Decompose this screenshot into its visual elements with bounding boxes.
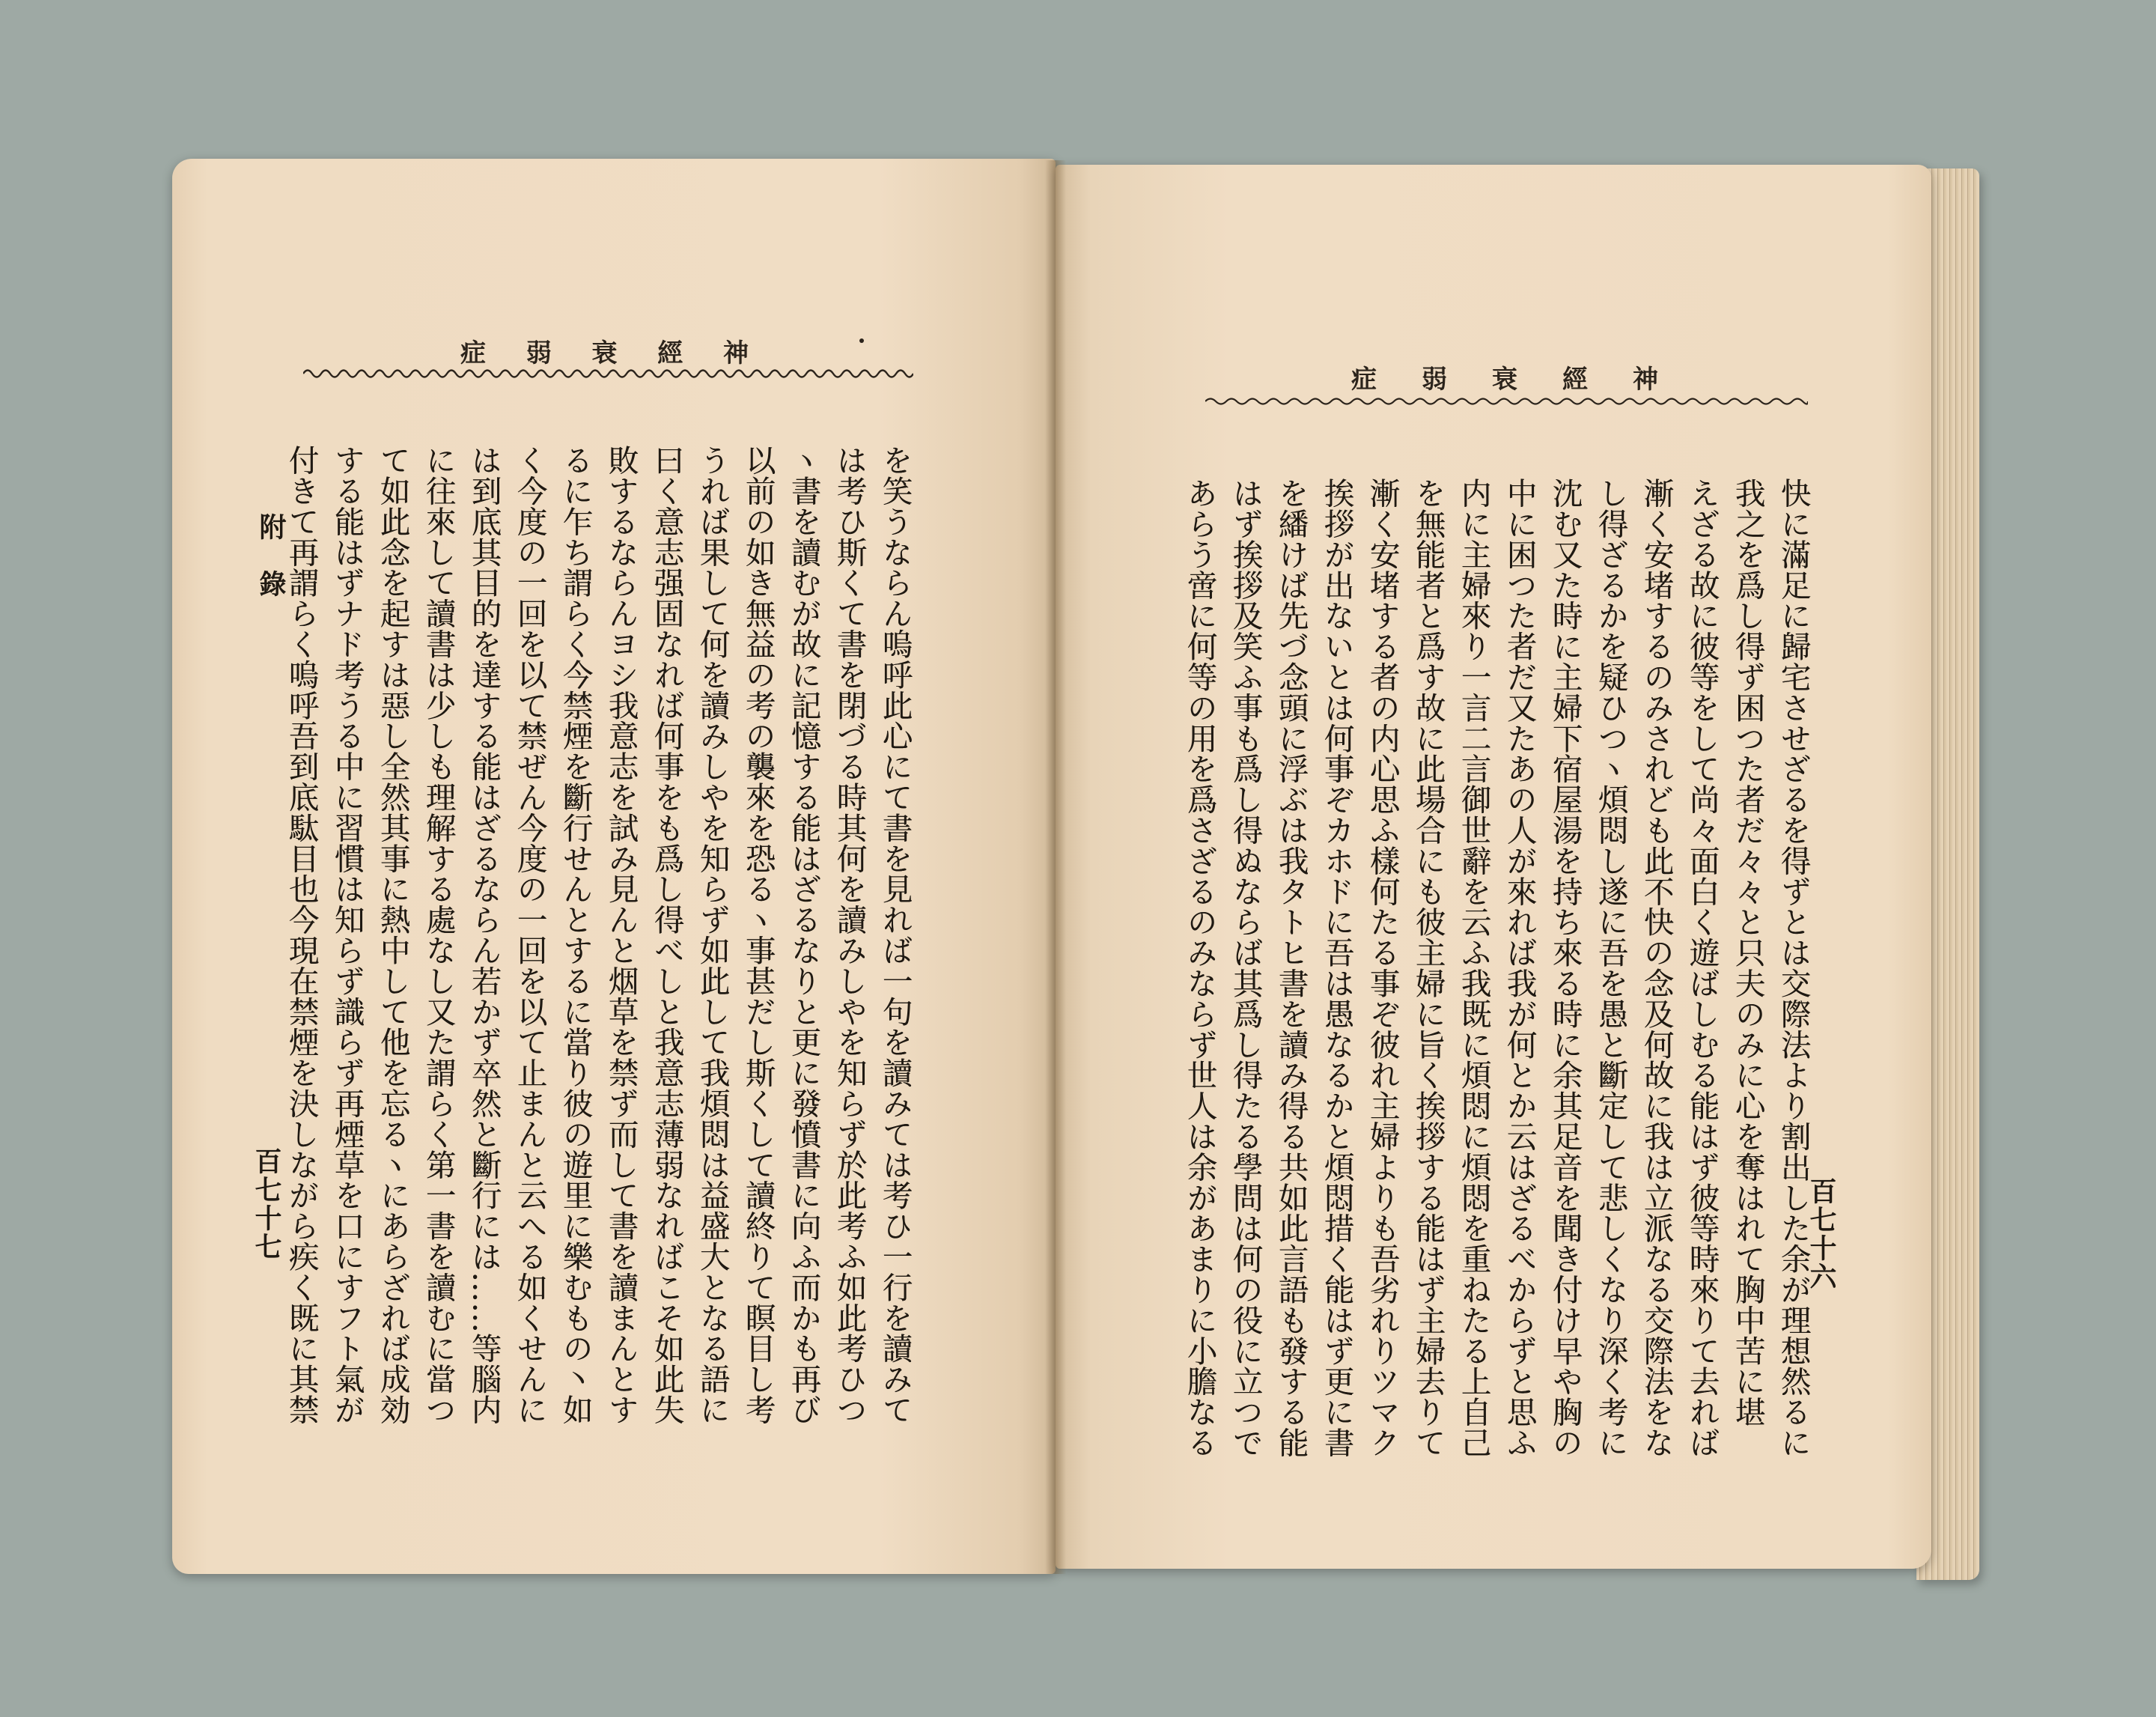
page-number-left: 百七十七 xyxy=(251,1147,282,1261)
header-wavy-rule-left xyxy=(303,365,913,382)
running-head-char: 症 xyxy=(460,338,486,368)
text-column: ヽ書を讀むが故に記憶する能はざるなりと更に發憤書に向ふ而かも再び xyxy=(785,445,822,1425)
text-column: する能はずナド考うる中に習慣は知らず識らず再煙草を口にすフト氣が xyxy=(329,445,365,1425)
text-column: 内に主婦來り一言二言御世辭を云ふ我既に煩悶に煩悶を重ねたる上自己 xyxy=(1455,478,1492,1458)
text-column: て如此念を起すは惡し全然其事に熱中して他を忘るヽにあらざれば成効 xyxy=(374,445,411,1425)
text-column: 沈む又た時に主婦下宿屋湯を持ち來る時に余其足音を聞き付け早や胸の xyxy=(1547,478,1583,1458)
text-column: 敗するならんヨシ我意志を試み見んと烟草を禁ず而して書を讀まんとす xyxy=(603,445,639,1425)
text-column: は到底其目的を達する能はざるならん若かず卒然と斷行には……等腦内 xyxy=(466,445,502,1425)
text-column: はず挨拶及笑ふ事も爲し得ぬならば其爲し得たる學問は何の役に立つで xyxy=(1227,478,1264,1458)
text-column: を笑うならん嗚呼此心にて書を見れば一句を讀みては考ひ一行を讀みて xyxy=(877,445,913,1425)
text-column: うれば果して何を讀みしやを知らず如此して我煩悶は益盛大となる語に xyxy=(694,445,731,1425)
running-head-char: 弱 xyxy=(1422,365,1447,395)
text-column: 挨拶が出ないとは何事ぞカホドに吾は愚なるかと煩悶措く能はず更に書 xyxy=(1318,478,1355,1458)
running-head-char: 衰 xyxy=(591,338,618,368)
text-column: あらう啻に何等の用を爲さざるのみならず世人は余があまりに小膽なる xyxy=(1181,478,1218,1458)
running-head-char: 神 xyxy=(723,338,749,368)
text-column: 快に滿足に歸宅させざるを得ずとは交際法より割出した余が理想然るに xyxy=(1775,478,1812,1458)
book-gutter xyxy=(1045,160,1066,1574)
running-head-left xyxy=(460,338,749,368)
text-column: えざる故に彼等をして尚々面白く遊ばしむる能はず彼等時來りて去れば xyxy=(1684,478,1720,1458)
running-head-char: 神 xyxy=(1633,365,1658,395)
text-column: に往來して讀書は少しも理解する處なし又た謂らく第一書を讀むに當つ xyxy=(420,445,457,1425)
appendix-label: 附錄 xyxy=(255,513,287,627)
running-head-right xyxy=(1351,365,1658,395)
running-head-char: 衰 xyxy=(1492,365,1517,395)
text-column: 付きて再謂らく嗚呼吾到底駄目也今現在禁煙を決しながら疾く既に其禁 xyxy=(283,445,320,1425)
text-column: 以前の如き無益の考の襲來を恐るヽ事甚だし斯くして讀終りて瞑目し考 xyxy=(740,445,776,1425)
text-column: 漸く安堵する者の内心思ふ樣何たる事ぞ彼れ主婦よりも吾劣れりツマク xyxy=(1364,478,1401,1458)
running-head-char: 弱 xyxy=(526,338,552,368)
running-head-char: 經 xyxy=(657,338,683,368)
text-column: 中に困つた者だ又たあの人が來れば我が何とか云はざるべからずと思ふ xyxy=(1501,478,1538,1458)
header-wavy-rule-right xyxy=(1205,394,1808,409)
text-column: し得ざるかを疑ひつヽ煩悶し遂に吾を愚と斷定して悲しくなり深く考に xyxy=(1592,478,1629,1458)
text-column: 曰く意志强固なれば何事をも爲し得べしと我意志薄弱なればこそ如此失 xyxy=(648,445,685,1425)
page-number-right: 百七十六 xyxy=(1806,1177,1837,1291)
text-column: 我之を爲し得ず困つた者だ々々と只夫のみに心を奪はれて胸中苦に堪 xyxy=(1729,478,1766,1427)
running-head-char: 經 xyxy=(1562,365,1588,395)
text-column: く今度の一回を以て禁ぜん今度の一回を以て止まんと云へる如くせんに xyxy=(511,445,548,1425)
text-column: を無能者と爲す故に此場合にも彼主婦に旨く挨拶する能はず主婦去りて xyxy=(1410,478,1446,1458)
text-column: るに乍ち謂らく今禁煙を斷行せんとするに當り彼の遊里に樂むもの丶如 xyxy=(557,445,594,1425)
text-column: を繙けば先づ念頭に浮ぶは我タトヒ書を讀み得る共如此言語も發する能 xyxy=(1273,478,1309,1458)
text-column: 漸く安堵するのみされども此不快の念及何故に我は立派なる交際法をな xyxy=(1638,478,1675,1458)
running-head-char: 症 xyxy=(1351,365,1377,395)
header-ornament-dot xyxy=(859,338,864,343)
text-column: は考ひ斯くて書を閉づる時其何を讀みしやを知らず於此考ふ如此考ひつ xyxy=(831,445,868,1425)
